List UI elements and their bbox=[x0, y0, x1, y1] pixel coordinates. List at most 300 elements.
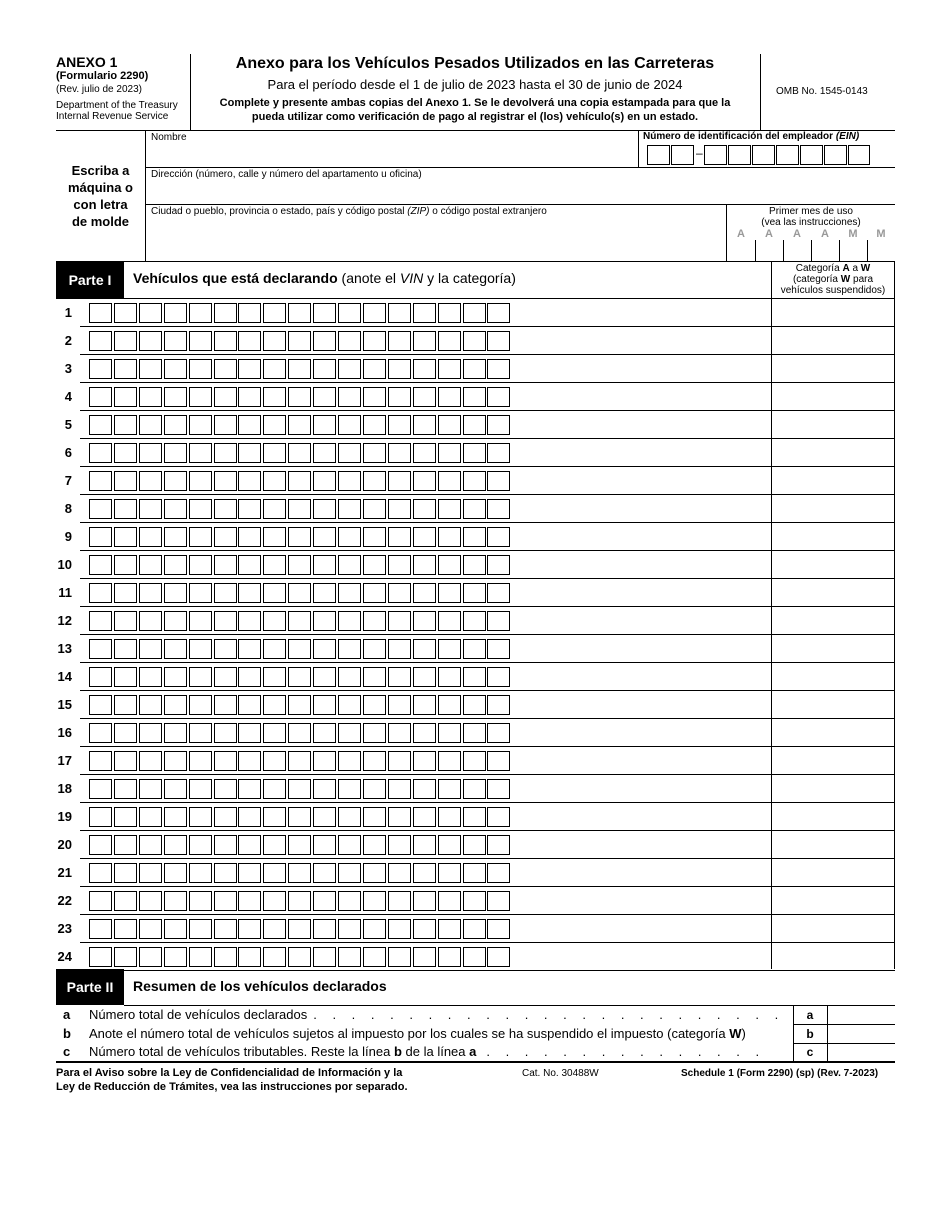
vin-char-box[interactable] bbox=[114, 387, 137, 407]
vin-char-box[interactable] bbox=[388, 891, 411, 911]
vin-char-box[interactable] bbox=[263, 387, 286, 407]
vin-char-box[interactable] bbox=[288, 891, 311, 911]
vin-char-box[interactable] bbox=[463, 359, 486, 379]
vin-char-box[interactable] bbox=[487, 695, 510, 715]
vin-char-box[interactable] bbox=[438, 723, 461, 743]
vin-char-box[interactable] bbox=[114, 611, 137, 631]
vin-char-box[interactable] bbox=[463, 331, 486, 351]
vin-char-box[interactable] bbox=[288, 835, 311, 855]
vin-char-box[interactable] bbox=[114, 891, 137, 911]
vin-char-box[interactable] bbox=[438, 387, 461, 407]
vin-char-box[interactable] bbox=[189, 919, 212, 939]
vin-char-box[interactable] bbox=[114, 919, 137, 939]
vin-char-box[interactable] bbox=[388, 303, 411, 323]
vin-char-box[interactable] bbox=[89, 695, 112, 715]
vin-char-box[interactable] bbox=[164, 947, 187, 967]
vin-char-box[interactable] bbox=[487, 527, 510, 547]
vin-char-box[interactable] bbox=[438, 471, 461, 491]
vin-char-box[interactable] bbox=[487, 639, 510, 659]
vin-char-box[interactable] bbox=[164, 415, 187, 435]
vin-char-box[interactable] bbox=[164, 807, 187, 827]
category-field[interactable] bbox=[773, 385, 893, 409]
vin-char-box[interactable] bbox=[263, 751, 286, 771]
vin-char-box[interactable] bbox=[388, 555, 411, 575]
vin-char-box[interactable] bbox=[139, 583, 162, 603]
vin-char-box[interactable] bbox=[338, 387, 361, 407]
vin-char-box[interactable] bbox=[238, 359, 261, 379]
vin-char-box[interactable] bbox=[89, 331, 112, 351]
vin-char-box[interactable] bbox=[164, 611, 187, 631]
vin-char-box[interactable] bbox=[238, 919, 261, 939]
vin-char-box[interactable] bbox=[288, 499, 311, 519]
vin-char-box[interactable] bbox=[288, 527, 311, 547]
vin-char-box[interactable] bbox=[263, 779, 286, 799]
vin-char-box[interactable] bbox=[288, 471, 311, 491]
vin-char-box[interactable] bbox=[363, 751, 386, 771]
vin-char-box[interactable] bbox=[114, 779, 137, 799]
vin-char-box[interactable] bbox=[413, 443, 436, 463]
vin-char-box[interactable] bbox=[114, 527, 137, 547]
vin-char-box[interactable] bbox=[487, 891, 510, 911]
vin-char-box[interactable] bbox=[438, 695, 461, 715]
vin-char-box[interactable] bbox=[214, 779, 237, 799]
vin-char-box[interactable] bbox=[288, 723, 311, 743]
category-field[interactable] bbox=[773, 693, 893, 717]
vin-char-box[interactable] bbox=[463, 667, 486, 687]
vin-char-box[interactable] bbox=[388, 751, 411, 771]
vin-char-box[interactable] bbox=[214, 583, 237, 603]
vin-char-box[interactable] bbox=[388, 695, 411, 715]
vin-char-box[interactable] bbox=[114, 863, 137, 883]
vin-char-box[interactable] bbox=[89, 443, 112, 463]
vin-char-box[interactable] bbox=[438, 527, 461, 547]
vin-char-box[interactable] bbox=[214, 499, 237, 519]
vin-char-box[interactable] bbox=[189, 891, 212, 911]
vin-char-box[interactable] bbox=[214, 751, 237, 771]
vin-char-box[interactable] bbox=[164, 919, 187, 939]
vin-char-box[interactable] bbox=[238, 527, 261, 547]
vin-char-box[interactable] bbox=[463, 443, 486, 463]
vin-char-box[interactable] bbox=[413, 695, 436, 715]
vin-char-box[interactable] bbox=[363, 583, 386, 603]
vin-char-box[interactable] bbox=[263, 611, 286, 631]
vin-char-box[interactable] bbox=[438, 863, 461, 883]
category-field[interactable] bbox=[773, 665, 893, 689]
vin-char-box[interactable] bbox=[164, 303, 187, 323]
vin-char-box[interactable] bbox=[463, 303, 486, 323]
vin-char-box[interactable] bbox=[388, 583, 411, 603]
vin-char-box[interactable] bbox=[363, 863, 386, 883]
vin-char-box[interactable] bbox=[313, 499, 336, 519]
vin-char-box[interactable] bbox=[89, 583, 112, 603]
vin-char-box[interactable] bbox=[313, 779, 336, 799]
vin-char-box[interactable] bbox=[238, 471, 261, 491]
address-field[interactable] bbox=[151, 181, 891, 203]
vin-char-box[interactable] bbox=[363, 303, 386, 323]
category-field[interactable] bbox=[773, 805, 893, 829]
vin-char-box[interactable] bbox=[263, 723, 286, 743]
vin-char-box[interactable] bbox=[338, 779, 361, 799]
vin-char-box[interactable] bbox=[487, 779, 510, 799]
category-field[interactable] bbox=[773, 469, 893, 493]
vin-char-box[interactable] bbox=[139, 835, 162, 855]
vin-char-box[interactable] bbox=[139, 695, 162, 715]
vin-char-box[interactable] bbox=[313, 919, 336, 939]
vin-char-box[interactable] bbox=[363, 331, 386, 351]
vin-char-box[interactable] bbox=[164, 863, 187, 883]
vin-char-box[interactable] bbox=[463, 387, 486, 407]
city-field[interactable] bbox=[151, 220, 721, 256]
suspended-vehicles-field[interactable] bbox=[828, 1025, 894, 1043]
category-field[interactable] bbox=[773, 441, 893, 465]
vin-char-box[interactable] bbox=[114, 499, 137, 519]
vin-char-box[interactable] bbox=[139, 387, 162, 407]
vin-char-box[interactable] bbox=[388, 387, 411, 407]
vin-char-box[interactable] bbox=[338, 835, 361, 855]
vin-char-box[interactable] bbox=[139, 359, 162, 379]
vin-char-box[interactable] bbox=[288, 415, 311, 435]
vin-char-box[interactable] bbox=[413, 919, 436, 939]
vin-char-box[interactable] bbox=[288, 387, 311, 407]
vin-char-box[interactable] bbox=[139, 639, 162, 659]
vin-char-box[interactable] bbox=[413, 555, 436, 575]
vin-char-box[interactable] bbox=[463, 919, 486, 939]
month-option[interactable]: M bbox=[848, 228, 858, 240]
category-field[interactable] bbox=[773, 721, 893, 745]
vin-char-box[interactable] bbox=[338, 919, 361, 939]
vin-char-box[interactable] bbox=[114, 723, 137, 743]
vin-char-box[interactable] bbox=[338, 947, 361, 967]
vin-char-box[interactable] bbox=[288, 639, 311, 659]
vin-char-box[interactable] bbox=[189, 947, 212, 967]
vin-char-box[interactable] bbox=[388, 779, 411, 799]
vin-char-box[interactable] bbox=[438, 303, 461, 323]
vin-char-box[interactable] bbox=[89, 807, 112, 827]
vin-char-box[interactable] bbox=[487, 667, 510, 687]
vin-char-box[interactable] bbox=[214, 555, 237, 575]
vin-char-box[interactable] bbox=[89, 835, 112, 855]
vin-char-box[interactable] bbox=[164, 331, 187, 351]
vin-char-box[interactable] bbox=[487, 611, 510, 631]
vin-char-box[interactable] bbox=[363, 919, 386, 939]
vin-char-box[interactable] bbox=[238, 303, 261, 323]
vin-char-box[interactable] bbox=[338, 415, 361, 435]
vin-char-box[interactable] bbox=[263, 415, 286, 435]
vin-char-box[interactable] bbox=[338, 527, 361, 547]
vin-char-box[interactable] bbox=[313, 835, 336, 855]
vin-char-box[interactable] bbox=[363, 359, 386, 379]
vin-char-box[interactable] bbox=[89, 751, 112, 771]
vin-char-box[interactable] bbox=[413, 331, 436, 351]
ein-digit-box[interactable] bbox=[776, 145, 799, 165]
vin-char-box[interactable] bbox=[363, 471, 386, 491]
vin-char-box[interactable] bbox=[263, 891, 286, 911]
vin-char-box[interactable] bbox=[338, 471, 361, 491]
category-field[interactable] bbox=[773, 777, 893, 801]
vin-char-box[interactable] bbox=[487, 499, 510, 519]
vin-char-box[interactable] bbox=[487, 583, 510, 603]
vin-char-box[interactable] bbox=[89, 303, 112, 323]
vin-char-box[interactable] bbox=[139, 331, 162, 351]
month-option[interactable]: A bbox=[793, 228, 801, 240]
vin-char-box[interactable] bbox=[313, 303, 336, 323]
vin-char-box[interactable] bbox=[164, 639, 187, 659]
category-field[interactable] bbox=[773, 525, 893, 549]
vin-char-box[interactable] bbox=[238, 499, 261, 519]
vin-char-box[interactable] bbox=[313, 331, 336, 351]
vin-char-box[interactable] bbox=[214, 639, 237, 659]
vin-char-box[interactable] bbox=[238, 779, 261, 799]
vin-char-box[interactable] bbox=[288, 779, 311, 799]
category-field[interactable] bbox=[773, 609, 893, 633]
vin-char-box[interactable] bbox=[413, 835, 436, 855]
vin-char-box[interactable] bbox=[139, 779, 162, 799]
vin-char-box[interactable] bbox=[263, 331, 286, 351]
vin-char-box[interactable] bbox=[487, 415, 510, 435]
vin-char-box[interactable] bbox=[114, 443, 137, 463]
vin-char-box[interactable] bbox=[388, 527, 411, 547]
vin-char-box[interactable] bbox=[189, 639, 212, 659]
category-field[interactable] bbox=[773, 581, 893, 605]
month-option[interactable]: A bbox=[821, 228, 829, 240]
vin-char-box[interactable] bbox=[487, 807, 510, 827]
vin-char-box[interactable] bbox=[189, 779, 212, 799]
vin-char-box[interactable] bbox=[214, 303, 237, 323]
vin-char-box[interactable] bbox=[89, 611, 112, 631]
vin-char-box[interactable] bbox=[164, 583, 187, 603]
vin-char-box[interactable] bbox=[313, 947, 336, 967]
vin-char-box[interactable] bbox=[487, 947, 510, 967]
vin-char-box[interactable] bbox=[89, 471, 112, 491]
vin-char-box[interactable] bbox=[214, 807, 237, 827]
vin-char-box[interactable] bbox=[313, 555, 336, 575]
vin-char-box[interactable] bbox=[238, 751, 261, 771]
vin-char-box[interactable] bbox=[338, 611, 361, 631]
category-field[interactable] bbox=[773, 749, 893, 773]
vin-char-box[interactable] bbox=[463, 751, 486, 771]
vin-char-box[interactable] bbox=[338, 695, 361, 715]
vin-char-box[interactable] bbox=[313, 527, 336, 547]
vin-char-box[interactable] bbox=[388, 835, 411, 855]
vin-char-box[interactable] bbox=[214, 919, 237, 939]
vin-char-box[interactable] bbox=[189, 807, 212, 827]
vin-char-box[interactable] bbox=[263, 919, 286, 939]
category-field[interactable] bbox=[773, 917, 893, 941]
vin-char-box[interactable] bbox=[164, 527, 187, 547]
vin-char-box[interactable] bbox=[438, 331, 461, 351]
vin-char-box[interactable] bbox=[189, 303, 212, 323]
vin-char-box[interactable] bbox=[164, 695, 187, 715]
vin-char-box[interactable] bbox=[238, 639, 261, 659]
vin-char-box[interactable] bbox=[288, 807, 311, 827]
vin-char-box[interactable] bbox=[413, 751, 436, 771]
vin-char-box[interactable] bbox=[487, 303, 510, 323]
vin-char-box[interactable] bbox=[388, 611, 411, 631]
vin-char-box[interactable] bbox=[139, 751, 162, 771]
vin-char-box[interactable] bbox=[263, 359, 286, 379]
vin-char-box[interactable] bbox=[313, 891, 336, 911]
vin-char-box[interactable] bbox=[189, 387, 212, 407]
vin-char-box[interactable] bbox=[139, 527, 162, 547]
vin-char-box[interactable] bbox=[238, 415, 261, 435]
vin-char-box[interactable] bbox=[438, 443, 461, 463]
vin-char-box[interactable] bbox=[89, 667, 112, 687]
vin-char-box[interactable] bbox=[238, 331, 261, 351]
vin-char-box[interactable] bbox=[139, 443, 162, 463]
vin-char-box[interactable] bbox=[214, 695, 237, 715]
vin-char-box[interactable] bbox=[139, 555, 162, 575]
vin-char-box[interactable] bbox=[438, 751, 461, 771]
vin-char-box[interactable] bbox=[263, 303, 286, 323]
vin-char-box[interactable] bbox=[189, 667, 212, 687]
vin-char-box[interactable] bbox=[114, 807, 137, 827]
vin-char-box[interactable] bbox=[313, 695, 336, 715]
vin-char-box[interactable] bbox=[288, 947, 311, 967]
vin-char-box[interactable] bbox=[189, 723, 212, 743]
vin-char-box[interactable] bbox=[338, 303, 361, 323]
vin-char-box[interactable] bbox=[288, 331, 311, 351]
vin-char-box[interactable] bbox=[214, 723, 237, 743]
vin-char-box[interactable] bbox=[438, 415, 461, 435]
taxable-vehicles-field[interactable] bbox=[828, 1044, 894, 1061]
vin-char-box[interactable] bbox=[114, 555, 137, 575]
vin-char-box[interactable] bbox=[288, 751, 311, 771]
vin-char-box[interactable] bbox=[338, 807, 361, 827]
vin-char-box[interactable] bbox=[214, 471, 237, 491]
vin-char-box[interactable] bbox=[313, 667, 336, 687]
vin-char-box[interactable] bbox=[438, 555, 461, 575]
vin-char-box[interactable] bbox=[338, 331, 361, 351]
vin-char-box[interactable] bbox=[413, 947, 436, 967]
vin-char-box[interactable] bbox=[438, 779, 461, 799]
vin-char-box[interactable] bbox=[413, 471, 436, 491]
vin-char-box[interactable] bbox=[263, 863, 286, 883]
vin-char-box[interactable] bbox=[263, 443, 286, 463]
vin-char-box[interactable] bbox=[114, 331, 137, 351]
vin-char-box[interactable] bbox=[214, 359, 237, 379]
vin-char-box[interactable] bbox=[313, 359, 336, 379]
vin-char-box[interactable] bbox=[238, 387, 261, 407]
vin-char-box[interactable] bbox=[338, 555, 361, 575]
vin-char-box[interactable] bbox=[388, 443, 411, 463]
vin-char-box[interactable] bbox=[238, 667, 261, 687]
vin-char-box[interactable] bbox=[189, 695, 212, 715]
vin-char-box[interactable] bbox=[363, 443, 386, 463]
vin-char-box[interactable] bbox=[214, 527, 237, 547]
vin-char-box[interactable] bbox=[388, 919, 411, 939]
vin-char-box[interactable] bbox=[263, 807, 286, 827]
vin-char-box[interactable] bbox=[438, 947, 461, 967]
category-field[interactable] bbox=[773, 637, 893, 661]
vin-char-box[interactable] bbox=[238, 723, 261, 743]
month-option[interactable]: M bbox=[876, 228, 886, 240]
vin-char-box[interactable] bbox=[413, 779, 436, 799]
vin-char-box[interactable] bbox=[338, 639, 361, 659]
vin-char-box[interactable] bbox=[487, 751, 510, 771]
vin-char-box[interactable] bbox=[363, 779, 386, 799]
vin-char-box[interactable] bbox=[463, 947, 486, 967]
vin-char-box[interactable] bbox=[114, 471, 137, 491]
vin-char-box[interactable] bbox=[89, 359, 112, 379]
vin-char-box[interactable] bbox=[463, 639, 486, 659]
vin-char-box[interactable] bbox=[388, 863, 411, 883]
vin-char-box[interactable] bbox=[438, 359, 461, 379]
vin-char-box[interactable] bbox=[363, 807, 386, 827]
vin-char-box[interactable] bbox=[139, 919, 162, 939]
vin-char-box[interactable] bbox=[164, 891, 187, 911]
vin-char-box[interactable] bbox=[363, 723, 386, 743]
vin-char-box[interactable] bbox=[487, 387, 510, 407]
vin-char-box[interactable] bbox=[214, 947, 237, 967]
vin-char-box[interactable] bbox=[238, 807, 261, 827]
vin-char-box[interactable] bbox=[487, 863, 510, 883]
vin-char-box[interactable] bbox=[463, 863, 486, 883]
vin-char-box[interactable] bbox=[363, 611, 386, 631]
vin-char-box[interactable] bbox=[214, 331, 237, 351]
category-field[interactable] bbox=[773, 553, 893, 577]
vin-char-box[interactable] bbox=[463, 779, 486, 799]
vin-char-box[interactable] bbox=[363, 499, 386, 519]
vin-char-box[interactable] bbox=[288, 443, 311, 463]
vin-char-box[interactable] bbox=[89, 947, 112, 967]
vin-char-box[interactable] bbox=[413, 303, 436, 323]
vin-char-box[interactable] bbox=[139, 891, 162, 911]
vin-char-box[interactable] bbox=[338, 751, 361, 771]
category-field[interactable] bbox=[773, 861, 893, 885]
vin-char-box[interactable] bbox=[438, 891, 461, 911]
vin-char-box[interactable] bbox=[363, 667, 386, 687]
vin-char-box[interactable] bbox=[114, 639, 137, 659]
vin-char-box[interactable] bbox=[338, 443, 361, 463]
vin-char-box[interactable] bbox=[263, 667, 286, 687]
vin-char-box[interactable] bbox=[263, 499, 286, 519]
vin-char-box[interactable] bbox=[164, 723, 187, 743]
vin-char-box[interactable] bbox=[438, 667, 461, 687]
vin-char-box[interactable] bbox=[413, 639, 436, 659]
vin-char-box[interactable] bbox=[463, 695, 486, 715]
ein-digit-box[interactable] bbox=[704, 145, 727, 165]
vin-char-box[interactable] bbox=[313, 639, 336, 659]
vin-char-box[interactable] bbox=[114, 835, 137, 855]
vin-char-box[interactable] bbox=[388, 499, 411, 519]
vin-char-box[interactable] bbox=[413, 527, 436, 547]
vin-char-box[interactable] bbox=[413, 499, 436, 519]
vin-char-box[interactable] bbox=[114, 303, 137, 323]
vin-char-box[interactable] bbox=[238, 891, 261, 911]
vin-char-box[interactable] bbox=[388, 639, 411, 659]
ein-digit-box[interactable] bbox=[647, 145, 670, 165]
vin-char-box[interactable] bbox=[164, 359, 187, 379]
vin-char-box[interactable] bbox=[388, 471, 411, 491]
category-field[interactable] bbox=[773, 413, 893, 437]
vin-char-box[interactable] bbox=[338, 583, 361, 603]
vin-char-box[interactable] bbox=[313, 471, 336, 491]
vin-char-box[interactable] bbox=[139, 723, 162, 743]
vin-char-box[interactable] bbox=[438, 919, 461, 939]
vin-char-box[interactable] bbox=[139, 947, 162, 967]
vin-char-box[interactable] bbox=[487, 331, 510, 351]
vin-char-box[interactable] bbox=[363, 695, 386, 715]
vin-char-box[interactable] bbox=[388, 723, 411, 743]
vin-char-box[interactable] bbox=[263, 555, 286, 575]
vin-char-box[interactable] bbox=[238, 947, 261, 967]
vin-char-box[interactable] bbox=[363, 891, 386, 911]
ein-digit-box[interactable] bbox=[752, 145, 775, 165]
vin-char-box[interactable] bbox=[438, 583, 461, 603]
vin-char-box[interactable] bbox=[89, 387, 112, 407]
vin-char-box[interactable] bbox=[288, 303, 311, 323]
ein-digit-box[interactable] bbox=[800, 145, 823, 165]
